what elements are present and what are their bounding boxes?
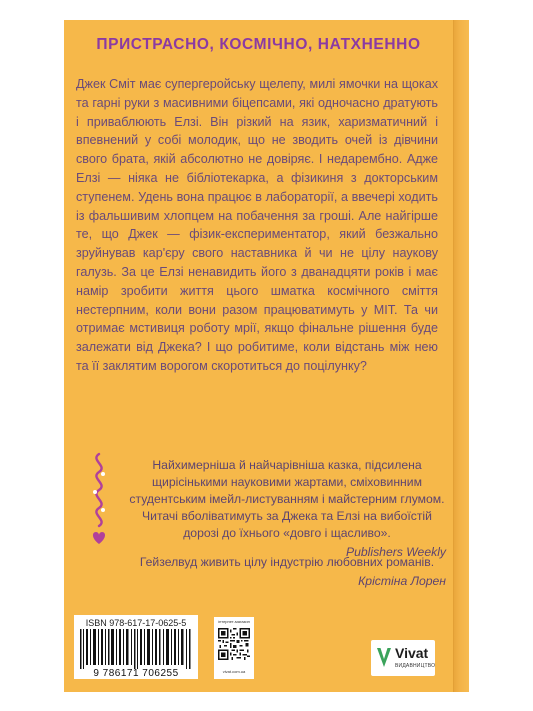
review-quote-1	[128, 457, 446, 561]
heart-squiggle-icon	[86, 452, 112, 548]
qr-code-icon	[218, 628, 250, 660]
cover-blurb: Джек Сміт має супергеройську щелепу, милі ямочки на щоках та гарні руки з масивними біцепсами, які одночасно дратують і приваблюють Елзі. Він різкий на язик, харизматичний і впевнений у собі молодик, що не зводить очей із дівчини свого брата, якій абсолютно не довіряє. І недарембно. Адже Елзі — ніяка не бібліотекарка, а фізикиня з докторським ступенем. Удень вона працює в лабораторії, а ввечері ходить із фальшивим хлопцем на побачення за гроші. Але найгірше те, що Джек — фізик-експериментатор, який безжально зруйнував кар'єру свого наставника й чи не цілу наукову галузь. За це Елзі ненавидить його з дванадцяти років і має намір зробити життя цього шматка космічного сміття нестерпним, коли вони разом працюватимуть у МІТ. Та чи отримає мстивиця роботу мрії, якщо фінальне рішення буде залежати від Джека? І що робитиме, коли відстань між нею та її заклятим ворогом скоротиться до поцілунку?	[76, 77, 438, 373]
book-spine-edge	[453, 20, 469, 692]
review-source: Publishers Weekly	[345, 545, 446, 559]
barcode-number: 9 786171 706255	[93, 668, 179, 679]
barcode-icon	[80, 629, 192, 669]
qr-caption-bottom: vivat.com.ua	[222, 669, 246, 674]
vivat-logo	[371, 640, 435, 676]
review-text: Гейзелвуд живить цілу індустрію любовних романів.	[139, 555, 435, 569]
barcode-block	[74, 615, 198, 679]
cover-headline: ПРИСТРАСНО, КОСМІЧНО, НАТХНЕННО	[96, 36, 421, 53]
vivat-logo-icon	[375, 645, 393, 671]
review-text: Найхимерніша й найчарівніша казка, підсилена щирісінькими науковими жартами, сміховинним студентським імейл-листуванням і майстерним глумом. Читачі вболіватимуть за Джека та Елзі на вибоїстій дорозі до їхнього «довго і щасливо».	[129, 458, 445, 540]
review-source: Крістіна Лорен	[358, 574, 446, 588]
qr-block	[214, 617, 254, 679]
qr-caption-top: інтернет-магазин	[218, 619, 250, 624]
publisher-name: Vivat	[395, 645, 429, 661]
isbn-label: ISBN 978-617-17-0625-5	[85, 618, 187, 628]
review-quote-2	[128, 554, 446, 590]
publisher-subtitle: ВИДАВНИЦТВО	[395, 663, 436, 669]
